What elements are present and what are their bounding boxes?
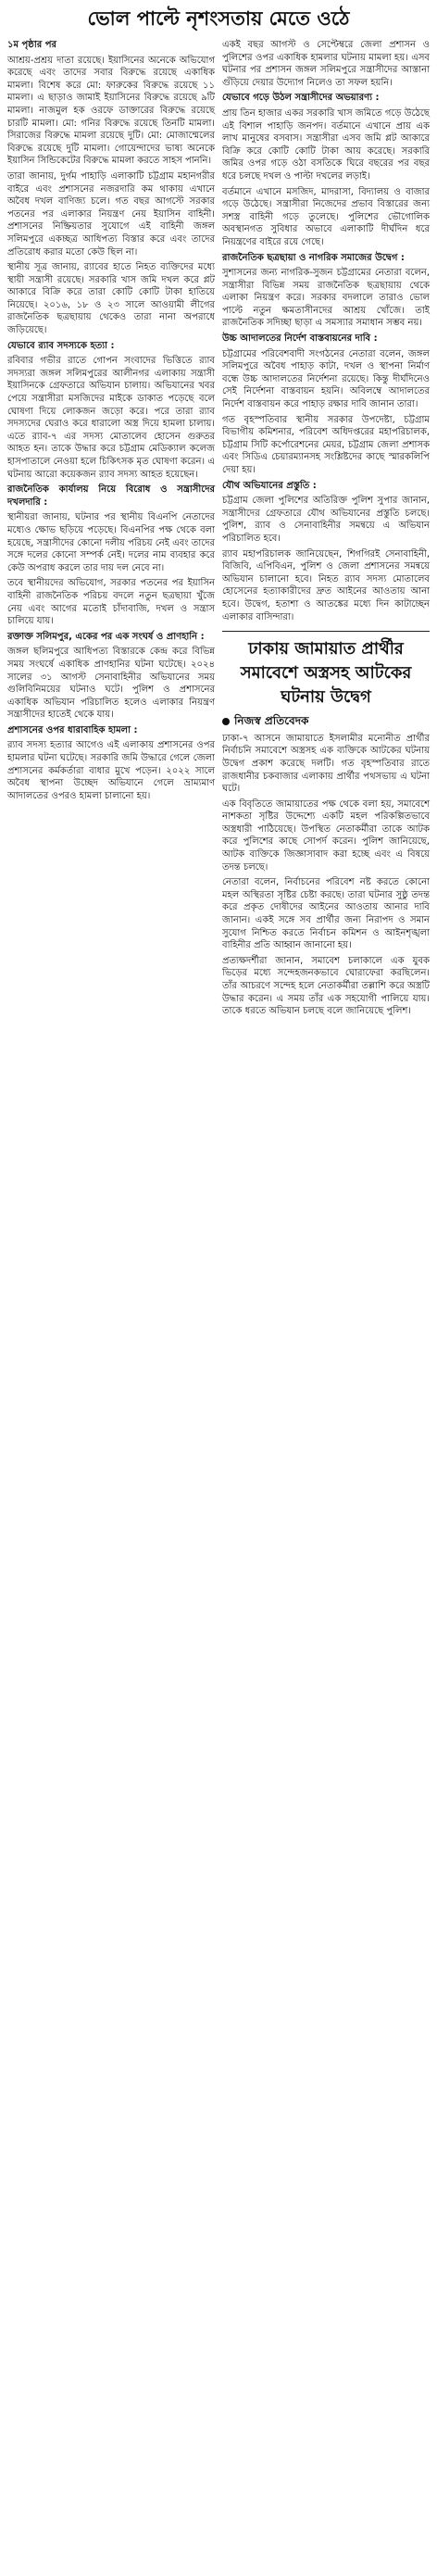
- paragraph: তবে স্থানীয়দের অভিযোগ, সরকার পতনের পর ইয়াসিন বাহিনী রাজনৈতিক পরিচয় বদলে নতুন ছত্রছায়া খুঁজে নেয় এবং আগের মতোই চাঁদাবাজি, দখল ও সন্ত্রাস চালিয়ে যায়।: [7, 578, 215, 627]
- subheading: রাজনৈতিক কার্যালয় নিয়ে বিরোধ ও সন্ত্রাসীদের দখলদারি :: [7, 484, 215, 508]
- paragraph: র‌্যাব সদস্য হত্যার আগেও এই এলাকায় প্রশাসনের ওপর হামলার ঘটনা ঘটেছে। সরকারি জমি উদ্ধারে গেলে জেলা প্রশাসনের কর্মকর্তারা বাধার মুখে পড়েন। ২০২২ সালে অবৈধ স্থাপনা উচ্ছেদ অভিযানে গেলে ভ্রাম্যমাণ আদালতের ওপরও হামলা চালানো হয়।: [7, 740, 215, 801]
- paragraph: নেতারা বলেন, নির্বাচনের পরিবেশ নষ্ট করতে কোনো মহল অস্থিরতা সৃষ্টির চেষ্টা করছে। তারা ঘটনার সুষ্ঠু তদন্ত করে প্রকৃত দোষীদের আইনের আওতায় আনার দাবি জানান। একই সঙ্গে সব প্রার্থীর জন্য নিরাপদ ও সমান সুযোগ নিশ্চিত করতে নির্বাচন কমিশন ও আইনশৃঙ্খলা বাহিনীর প্রতি আহ্বান জানানো হয়।: [222, 877, 430, 951]
- subheading: যেভাবে র‌্যাব সদস্যকে হত্যা :: [7, 340, 115, 351]
- paragraph: স্থানীয় সূত্র জানায়, র‌্যাবের হাতে নিহত ব্যক্তিদের মধ্যে স্থায়ী সন্ত্রাসী রয়েছে। সরকারি খাস জমি দখল করে প্লট আকারে বিক্রি করে তারা কোটি কোটি টাকা হাতিয়ে নিয়েছে। ২০১৬, ১৮ ও ২৩ সালে আওয়ামী লীগের রাজনৈতিক ছত্রছায়ায় থেকেও তারা নানা অপরাধে জড়িয়েছে।: [7, 262, 215, 336]
- paragraph: চট্টগ্রামের পরিবেশবাদী সংগঠনের নেতারা বলেন, জঙ্গল সলিমপুরে অবৈধ পাহাড় কাটা, দখল ও স্থাপনা নির্মাণ বন্ধে উচ্চ আদালতের নির্দেশনা রয়েছে। কিন্তু দীর্ঘদিনেও সেই নির্দেশনা বাস্তবায়ন হয়নি। অবিলম্বে আদালতের নির্দেশ বাস্তবায়ন করে পাহাড় রক্ষার দাবি জানান তারা।: [222, 348, 430, 410]
- paragraph: চট্টগ্রাম জেলা পুলিশের অতিরিক্ত পুলিশ সুপার জানান, সন্ত্রাসীদের গ্রেফতারে যৌথ অভিযানের প্রস্তুতি চলছে। পুলিশ, র‌্যাব ও সেনাবাহিনীর সমন্বয়ে এ অভিযান পরিচালিত হবে।: [222, 496, 430, 544]
- subheading: যৌথ অভিযানের প্রস্তুতি :: [222, 480, 317, 491]
- column-right: [222, 39, 430, 1021]
- paragraph: রবিবার গভীর রাতে গোপন সংবাদের ভিত্তিতে র‌্যাব সদস্যরা জঙ্গল সলিমপুরের আলীনগর এলাকায় সন্ত্রাসী ইয়াসিনকে গ্রেফতারে অভিযান চালায়। অভিযানের খবর পেয়ে সন্ত্রাসীরা মসজিদের মাইকে ডাকাত পড়েছে বলে ঘোষণা দিয়ে লোকজন জড়ো করে। পরে তারা র‌্যাব সদস্যদের ঘেরাও করে ধারালো অস্ত্র দিয়ে হামলা চালায়। এতে র‌্যাব-৭ এর সদস্য মোতালেব হোসেন গুরুতর আহত হন। তাকে উদ্ধার করে চট্টগ্রাম মেডিক্যাল কলেজ হাসপাতালে নেওয়া হলে চিকিৎসক মৃত ঘোষণা করেন। এ ঘটনায় আরো কয়েকজন র‌্যাব সদস্য আহত হয়েছেন।: [7, 356, 215, 480]
- article-divider: [222, 631, 430, 632]
- column-left: [7, 39, 215, 805]
- article-headline: ভোল পাল্টে নৃশংসতায় মেতে ওঠে: [87, 6, 350, 30]
- paragraph: তারা জানায়, দুর্গম পাহাড়ি এলাকাটি চট্টগ্রাম মহানগরীর বাইরে এবং প্রশাসনের নজরদারি কম থাকায় এখানে অবৈধ দখল বাণিজ্য চলে। গত বছর আগস্টে সরকার পতনের পর এলাকার নিয়ন্ত্রণ নেয় ইয়াসিন বাহিনী। প্রশাসনের নিষ্ক্রিয়তার সুযোগে এই বাহিনী জঙ্গল সলিমপুরে একচ্ছত্র আধিপত্য বিস্তার করে এবং তাদের প্রতিরোধ করার মতো কেউ ছিল না।: [7, 170, 215, 258]
- continued-from-note: ১ম পৃষ্ঠার পর: [7, 40, 56, 50]
- paragraph: গত বৃহস্পতিবার স্থানীয় সরকার উপদেষ্টা, চট্টগ্রাম বিভাগীয় কমিশনার, পরিবেশ অধিদপ্তরের মহাপরিচালক, চট্টগ্রাম সিটি কর্পোরেশনের মেয়র, চট্টগ্রাম জেলা প্রশাসক এবং সিডিএ চেয়ারম্যানসহ সংশ্লিষ্টদের কাছে স্মারকলিপি দেয়া হয়।: [222, 414, 430, 475]
- subheading: উচ্চ আদালতের নির্দেশ বাস্তবায়নের দাবি :: [222, 333, 378, 345]
- byline: [222, 715, 430, 728]
- paragraph: বর্তমানে এখানে মসজিদ, মাদরাসা, বিদ্যালয় ও বাজার গড়ে উঠেছে। সন্ত্রাসীরা নিজেদের প্রভাব বিস্তারের জন্য সশস্ত্র বাহিনী গড়ে তুলেছে। পুলিশের ভৌগোলিক অবস্থানগত সুবিধার অভাবে এলাকাটি দীর্ঘদিন ধরে নিয়ন্ত্রণের বাইরে রয়ে গেছে।: [222, 186, 430, 247]
- bullet-icon: [222, 718, 230, 725]
- second-article-headline: ঢাকায় জামায়াত প্রার্থীর সমাবেশে অস্ত্রসহ আটকের ঘটনায় উদ্বেগ: [240, 639, 412, 708]
- paragraph: ঢাকা-৭ আসনে জামায়াতে ইসলামীর মনোনীত প্রার্থীর নির্বাচনি সমাবেশে অস্ত্রসহ এক ব্যক্তিকে আটকের ঘটনায় উদ্বেগ প্রকাশ করেছে দলটি। গত বৃহস্পতিবার রাতে রাজধানীর চকবাজার এলাকায় প্রার্থীর পথসভায় এ ঘটনা ঘটে।: [222, 733, 430, 795]
- paragraph: র‌্যাব মহাপরিচালক জানিয়েছেন, শিগগিরই সেনাবাহিনী, বিজিবি, এপিবিএন, পুলিশ ও জেলা প্রশাসনের সমন্বয়ে অভিযান চালানো হবে। নিহত র‌্যাব সদস্য মোতালেব হোসেনের হত্যাকারীদের দ্রুত আইনের আওতায় আনা হবে। উদ্বেগ, হতাশা ও আতঙ্কের মধ্যে দিন কাটাচ্ছেন এলাকার বাসিন্দারা।: [222, 548, 430, 622]
- paragraph: আশ্রয়-প্রশ্রয় দাতা রয়েছে। ইয়াসিনের অনেকে অভিযোগ করেছে এবং তাদের সবার বিরুদ্ধে রয়েছে একাধিক মামলা। বিশেষ করে মো: ফারুকের বিরুদ্ধে রয়েছে ১১ মামলা। এ ছাড়াও জামাই ইয়াসিনের বিরুদ্ধে রয়েছে ৯টি মামলা। নাজমুল হক ওরফে ডাক্তারের বিরুদ্ধে রয়েছে চারটি মামলা। মো: গনির বিরুদ্ধে রয়েছে তিনটি মামলা। সিরাজের বিরুদ্ধে মামলা রয়েছে দুটি। মো: মোজাম্মেলের বিরুদ্ধে রয়েছে দুটি মামলা। গোয়েন্দাদের ভাষ্য অনেকে ইয়াসিন সিন্ডিকেটের বিরুদ্ধে মামলা করতে সাহস পাননি।: [7, 55, 215, 167]
- paragraph: স্থানীয়রা জানায়, ঘটনার পর স্থানীয় বিএনপি নেতাদের মধ্যেও ক্ষোভ ছড়িয়ে পড়েছে। বিএনপির পক্ষ থেকে বলা হয়েছে, সন্ত্রাসীদের কোনো দলীয় পরিচয় নেই এবং তাদের সঙ্গে দলের কোনো সম্পর্ক নেই। দলের নাম ব্যবহার করে কেউ অপরাধ করলে তার দায় দল নেবে না।: [7, 512, 215, 573]
- paragraph: সুশাসনের জন্য নাগরিক-সুজন চট্টগ্রামের নেতারা বলেন, সন্ত্রাসীরা বিভিন্ন সময় রাজনৈতিক ছত্রছায়ায় থেকে এলাকা নিয়ন্ত্রণ করে। সরকার বদলালে তারাও ভোল পাল্টে নতুন ক্ষমতাসীনদের আশ্রয় খোঁজে। তাই রাজনৈতিক সদিচ্ছা ছাড়া এ সমস্যার সমাধান সম্ভব নয়।: [222, 268, 430, 329]
- byline-text: নিজস্ব প্রতিবেদক: [234, 714, 309, 728]
- paragraph: প্রায় তিন হাজার একর সরকারি খাস জমিতে গড়ে উঠেছে এই বিশাল পাহাড়ি জনপদ। বর্তমানে এখানে প্রায় এক লাখ মানুষের বসবাস। সন্ত্রাসীরা এসব জমি প্লট আকারে বিক্রি করে কোটি কোটি টাকা আয় করেছে। সরকারি জমির ওপর গড়ে ওঠা বসতিকে ঘিরে বছরের পর বছর ধরে চলছে দখল ও পাল্টা দখলের লড়াই।: [222, 107, 430, 182]
- paragraph: জঙ্গল ছলিমপুরে আধিপত্য বিস্তারকে কেন্দ্র করে বিভিন্ন সময় সংঘর্ষে একাধিক প্রাণহানির ঘটনা ঘটেছে। ২০২৪ সালের ৩১ আগস্ট সেনাবাহিনীর অভিযানের সময় গুলিবিনিময়ের ঘটনাও ঘটে। পুলিশ ও প্রশাসনের একাধিক অভিযান পরিচালিত হলেও এলাকার নিয়ন্ত্রণ সন্ত্রাসীদের হাতেই থেকে যায়।: [7, 647, 215, 721]
- subheading: যেভাবে গড়ে উঠল সন্ত্রাসীদের অভয়ারণ্য :: [222, 93, 380, 104]
- subheading: রাজনৈতিক ছত্রছায়া ও নাগরিক সমাজের উদ্বেগ :: [222, 252, 405, 263]
- subheading: রক্তাক্ত সলিমপুর, একের পর এক সংঘর্ষ ও প্রাণহানি :: [7, 631, 205, 642]
- paragraph: প্রত্যক্ষদর্শীরা জানান, সমাবেশ চলাকালে এক যুবক ভিড়ের মধ্যে সন্দেহজনকভাবে ঘোরাফেরা করছিলেন। তাঁর আচরণে সন্দেহ হলে নেতাকর্মীরা তল্লাশি করে অস্ত্রটি উদ্ধার করেন। এ সময় তাঁর এক সহযোগী পালিয়ে যায়। তাকে ধরতে অভিযান চলছে বলে জানিয়েছে পুলিশ।: [222, 955, 430, 1017]
- paragraph: একই বছর আগস্ট ও সেপ্টেম্বরে জেলা প্রশাসন ও পুলিশের ওপর একাধিক হামলার ঘটনায় মামলা হয়। এসব ঘটনার পর প্রশাসন জঙ্গল সলিমপুরে সন্ত্রাসীদের আস্তানা গুঁড়িয়ে দেয়ার উদ্যোগ নিলেও তা সফল হয়নি।: [222, 40, 430, 88]
- subheading: প্রশাসনের ওপর ধারাবাহিক হামলা :: [7, 724, 138, 735]
- article-columns: [7, 39, 430, 1021]
- paragraph: এক বিবৃতিতে জামায়াতের পক্ষ থেকে বলা হয়, সমাবেশে নাশকতা সৃষ্টির উদ্দেশ্যে একটি মহল পরিকল্পিতভাবে অস্ত্রধারী পাঠিয়েছে। উপস্থিত নেতাকর্মীরা তাকে আটক করে পুলিশের কাছে সোপর্দ করেন। পুলিশ জানিয়েছে, আটক ব্যক্তিকে জিজ্ঞাসাবাদ করা হচ্ছে এবং এ বিষয়ে তদন্ত চলছে।: [222, 798, 430, 873]
